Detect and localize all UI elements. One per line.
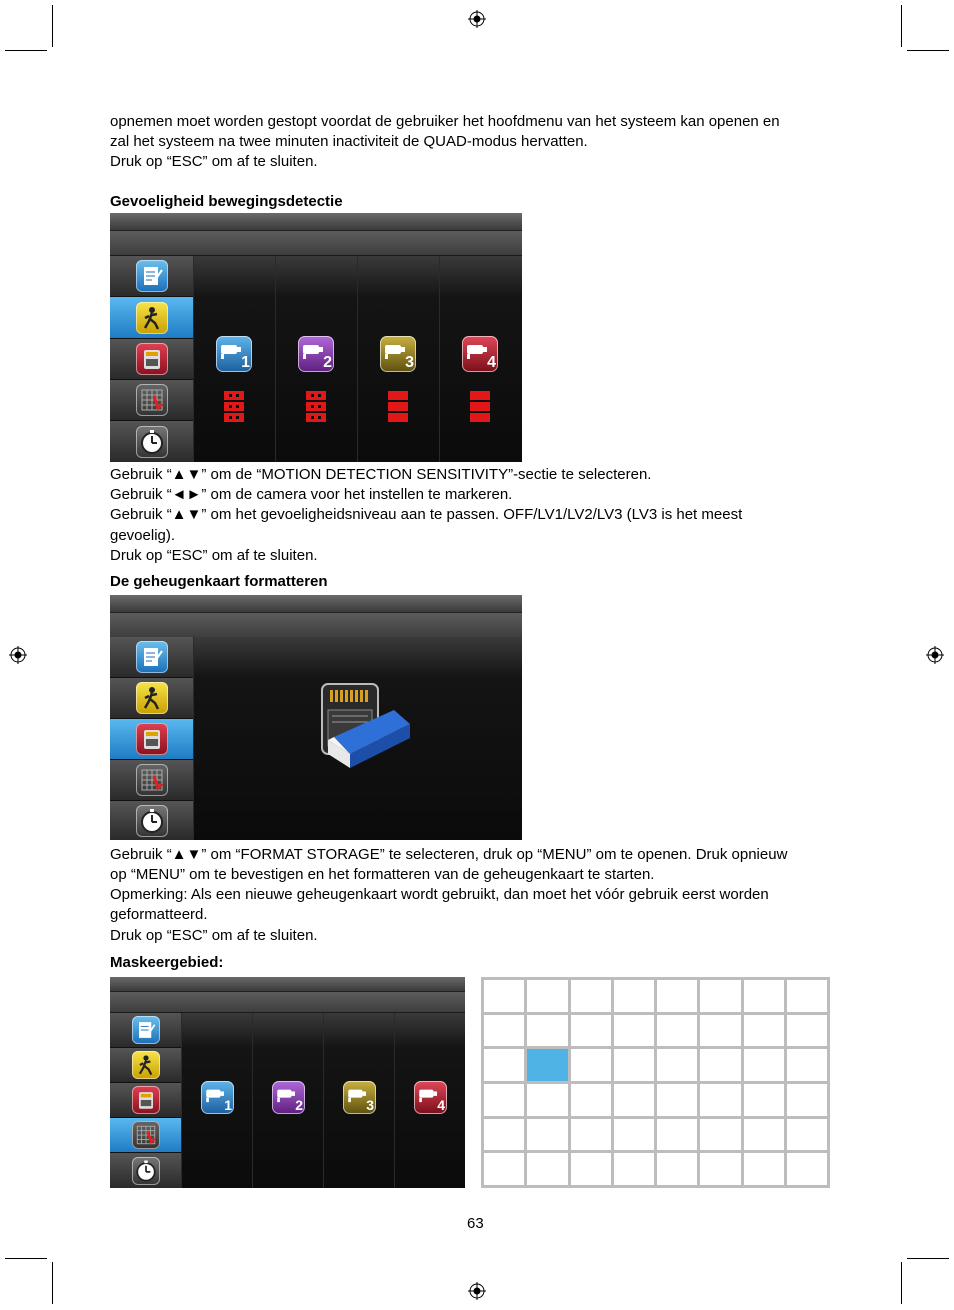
- motion-sensitivity-screen: [110, 213, 522, 462]
- section-heading: Maskeergebied:: [110, 954, 224, 971]
- mask-cell[interactable]: [571, 980, 611, 1012]
- mask-cell[interactable]: [484, 980, 524, 1012]
- motion-icon: [136, 302, 168, 334]
- mask-cell[interactable]: [571, 1015, 611, 1047]
- edit-icon: [136, 641, 168, 673]
- mask-grid[interactable]: [481, 977, 830, 1188]
- camera-icon: [298, 336, 334, 372]
- motion-icon: [132, 1051, 160, 1079]
- mask-cell[interactable]: [700, 1049, 740, 1081]
- motion-icon: [136, 682, 168, 714]
- format-panel[interactable]: [193, 637, 522, 840]
- mask-cell[interactable]: [787, 1153, 827, 1185]
- mask-cell[interactable]: [614, 1049, 654, 1081]
- screen-title-bar: [110, 977, 465, 992]
- mask-cell[interactable]: [700, 1153, 740, 1185]
- sensitivity-level-indicator: [224, 391, 244, 424]
- instruction-line: Gebruik “◄►” om de camera voor het instellen te markeren.: [110, 486, 513, 503]
- mask-cell[interactable]: [571, 1084, 611, 1116]
- crop-mark: [5, 1258, 47, 1259]
- intro-line: zal het systeem na twee minuten inactiviteit de QUAD-modus hervatten.: [110, 133, 588, 150]
- instruction-line: Druk op “ESC” om af te sluiten.: [110, 547, 318, 564]
- mask-cell[interactable]: [527, 1049, 567, 1081]
- mask-cell[interactable]: [484, 1049, 524, 1081]
- section-heading: De geheugenkaart formatteren: [110, 573, 328, 590]
- mask-cell[interactable]: [571, 1049, 611, 1081]
- camera-icon: [272, 1081, 305, 1114]
- mask-area-screen: [110, 977, 465, 1188]
- mask-cell[interactable]: [571, 1119, 611, 1151]
- camera-number: 1: [241, 354, 250, 371]
- clock-icon: [132, 1157, 160, 1185]
- camera-number: 4: [437, 1097, 445, 1113]
- camera-icon: [380, 336, 416, 372]
- mask-cell[interactable]: [657, 1153, 697, 1185]
- clock-icon: [136, 805, 168, 837]
- mask-cell[interactable]: [744, 1049, 784, 1081]
- registration-mark-icon: [468, 10, 486, 28]
- camera-column[interactable]: [193, 256, 276, 462]
- mask-cell[interactable]: [527, 1153, 567, 1185]
- crop-mark: [52, 1262, 53, 1304]
- camera-column[interactable]: [323, 1013, 395, 1188]
- mask-cell[interactable]: [657, 1015, 697, 1047]
- camera-icon: [201, 1081, 234, 1114]
- mask-cell[interactable]: [700, 1084, 740, 1116]
- registration-mark-icon: [926, 646, 944, 664]
- camera-icon: [414, 1081, 447, 1114]
- storage-icon: [132, 1086, 160, 1114]
- camera-number: 3: [366, 1097, 374, 1113]
- mask-cell[interactable]: [744, 980, 784, 1012]
- mask-cell[interactable]: [787, 1119, 827, 1151]
- sidebar-item-storage[interactable]: [110, 1083, 181, 1118]
- format-storage-screen: [110, 595, 522, 840]
- camera-icon: [343, 1081, 376, 1114]
- crop-mark: [907, 1258, 949, 1259]
- screen-subtitle-bar: [110, 613, 522, 638]
- camera-icon: [216, 336, 252, 372]
- sidebar-item-time[interactable]: [110, 421, 193, 462]
- section-heading: Gevoeligheid bewegingsdetectie: [110, 193, 343, 210]
- camera-number: 3: [405, 354, 414, 371]
- instruction-line: Gebruik “▲▼” om het gevoeligheidsniveau aan te passen. OFF/LV1/LV2/LV3 (LV3 is het meest: [110, 506, 743, 523]
- camera-column[interactable]: [275, 256, 358, 462]
- mask-cell[interactable]: [527, 1084, 567, 1116]
- camera-column[interactable]: [357, 256, 440, 462]
- mask-cell[interactable]: [484, 1015, 524, 1047]
- intro-line: Druk op “ESC” om af te sluiten.: [110, 153, 318, 170]
- sidebar-item-mask-area[interactable]: [110, 380, 193, 421]
- instruction-line: Gebruik “▲▼” om “FORMAT STORAGE” te selecteren, druk op “MENU” om te openen. Druk opnieuw: [110, 846, 788, 863]
- mask-cell[interactable]: [744, 1119, 784, 1151]
- mask-cell[interactable]: [657, 980, 697, 1012]
- mask-cell[interactable]: [787, 1084, 827, 1116]
- mask-cell[interactable]: [657, 1049, 697, 1081]
- mask-icon: [136, 384, 168, 416]
- sidebar-menu: [110, 637, 193, 840]
- edit-icon: [132, 1016, 160, 1044]
- camera-column[interactable]: [394, 1013, 465, 1188]
- crop-mark: [901, 5, 902, 47]
- camera-number: 1: [224, 1097, 232, 1113]
- sidebar-item-mask-area[interactable]: [110, 1118, 181, 1153]
- mask-cell[interactable]: [527, 980, 567, 1012]
- mask-cell[interactable]: [700, 1015, 740, 1047]
- mask-cell[interactable]: [614, 1084, 654, 1116]
- instruction-line: Gebruik “▲▼” om de “MOTION DETECTION SENSITIVITY”-sectie te selecteren.: [110, 466, 652, 483]
- page-number: 63: [467, 1215, 484, 1232]
- screen-title-bar: [110, 213, 522, 231]
- mask-cell[interactable]: [614, 980, 654, 1012]
- mask-cell[interactable]: [527, 1015, 567, 1047]
- clock-icon: [136, 426, 168, 458]
- crop-mark: [901, 1262, 902, 1304]
- screen-subtitle-bar: [110, 992, 465, 1013]
- instruction-line: Druk op “ESC” om af te sluiten.: [110, 927, 318, 944]
- mask-icon: [132, 1121, 160, 1149]
- mask-cell[interactable]: [700, 980, 740, 1012]
- mask-cell[interactable]: [571, 1153, 611, 1185]
- camera-icon: [462, 336, 498, 372]
- sidebar-menu: [110, 256, 193, 462]
- camera-number: 4: [487, 354, 496, 371]
- mask-icon: [136, 764, 168, 796]
- sensitivity-level-indicator: [306, 391, 326, 424]
- camera-column[interactable]: [181, 1013, 253, 1188]
- instruction-line: gevoelig).: [110, 527, 176, 544]
- sidebar-item-record-settings[interactable]: [110, 637, 193, 678]
- camera-column[interactable]: [252, 1013, 324, 1188]
- registration-mark-icon: [468, 1282, 486, 1300]
- sidebar-item-mask-area[interactable]: [110, 760, 193, 801]
- sidebar-item-record-settings[interactable]: [110, 1013, 181, 1048]
- sidebar-item-time[interactable]: [110, 801, 193, 840]
- camera-number: 2: [323, 354, 332, 371]
- sidebar-item-motion-detection[interactable]: [110, 678, 193, 719]
- registration-mark-icon: [9, 646, 27, 664]
- edit-icon: [136, 260, 168, 292]
- storage-icon: [136, 343, 168, 375]
- mask-cell[interactable]: [484, 1153, 524, 1185]
- mask-cell[interactable]: [527, 1119, 567, 1151]
- crop-mark: [907, 50, 949, 51]
- mask-cell[interactable]: [787, 980, 827, 1012]
- crop-mark: [52, 5, 53, 47]
- mask-cell[interactable]: [700, 1119, 740, 1151]
- mask-cell[interactable]: [744, 1084, 784, 1116]
- screen-title-bar: [110, 595, 522, 613]
- sidebar-item-storage[interactable]: [110, 719, 193, 760]
- instruction-line: Opmerking: Als een nieuwe geheugenkaart wordt gebruikt, dan moet het vóór gebruik eerst worden: [110, 886, 769, 903]
- mask-cell[interactable]: [787, 1049, 827, 1081]
- sidebar-item-time[interactable]: [110, 1153, 181, 1188]
- mask-cell[interactable]: [484, 1119, 524, 1151]
- mask-cell[interactable]: [657, 1119, 697, 1151]
- storage-icon: [136, 723, 168, 755]
- camera-column[interactable]: [439, 256, 522, 462]
- mask-cell[interactable]: [614, 1015, 654, 1047]
- sidebar-item-motion-detection[interactable]: [110, 1048, 181, 1083]
- mask-cell[interactable]: [657, 1084, 697, 1116]
- mask-cell[interactable]: [787, 1015, 827, 1047]
- instruction-line: op “MENU” om te bevestigen en het formatteren van de geheugenkaart te starten.: [110, 866, 655, 883]
- mask-cell[interactable]: [744, 1153, 784, 1185]
- sensitivity-level-indicator: [388, 391, 408, 424]
- mask-cell[interactable]: [614, 1153, 654, 1185]
- crop-mark: [5, 50, 47, 51]
- sidebar-item-storage[interactable]: [110, 339, 193, 380]
- mask-cell[interactable]: [614, 1119, 654, 1151]
- sidebar-item-motion-detection[interactable]: [110, 297, 193, 339]
- screen-subtitle-bar: [110, 231, 522, 256]
- format-storage-icon: [314, 682, 414, 777]
- intro-line: opnemen moet worden gestopt voordat de gebruiker het hoofdmenu van het systeem kan openen en: [110, 113, 780, 130]
- camera-number: 2: [295, 1097, 303, 1113]
- sensitivity-level-indicator: [470, 391, 490, 424]
- sidebar-menu: [110, 1013, 181, 1188]
- mask-cell[interactable]: [744, 1015, 784, 1047]
- instruction-line: geformatteerd.: [110, 906, 208, 923]
- mask-cell[interactable]: [484, 1084, 524, 1116]
- sidebar-item-record-settings[interactable]: [110, 256, 193, 297]
